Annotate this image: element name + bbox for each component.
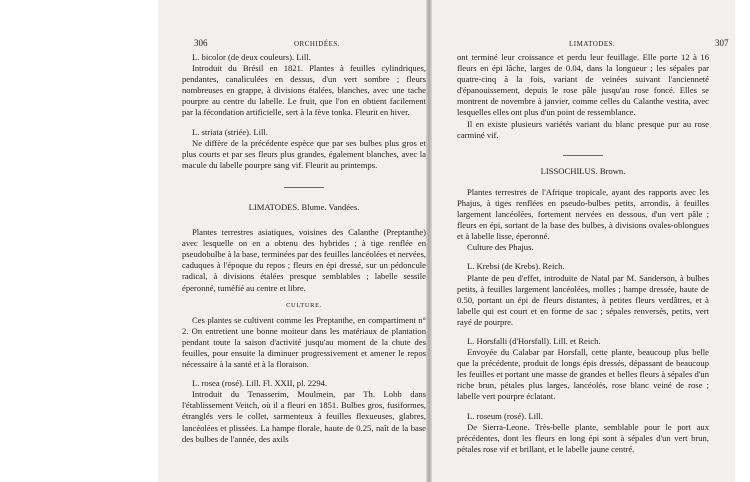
section-divider (563, 155, 603, 156)
entry-body: Plante de peu d'effet, introduite de Natal par M. Sanderson, à bulbes petits, à feuilles largement lancéolées, molles ; hampe dressée, haute de 0.50, portant un épi de fleurs distantes, à petites fleurs verdâtres, et à labelle qui est court et en forme de sac ; sépales renversés, petits, vert rayé de pourpre. (457, 272, 709, 327)
entry-heading: L. Krebsi (de Krebs). Reich. (467, 261, 565, 272)
entry-body: Introduit du Brésil en 1821. Plantes à feuilles cylindriques, pendantes, canaliculées en dessus, d'un vert sombre ; fleurs nombreuses en grappe, à divisions étalées, blanches, avec une tache pourpre au centre du labelle. Le fruit, que l'on en obtient facilement par la fécondation artificielle, sert à la fève tonka. Fleurit en hiver. (182, 63, 426, 118)
entry-heading: L. roseum (rosé). Lill. (467, 410, 543, 421)
right-page-text (457, 52, 709, 455)
page-number: 306 (194, 38, 208, 48)
page-number: 307 (715, 38, 729, 48)
left-page-header (182, 0, 432, 48)
running-title: ORCHIDÉES. (294, 40, 341, 48)
scan-margin (735, 0, 750, 482)
culture-text: Culture des Phajus. (467, 242, 534, 253)
running-title: LIMATODES. (569, 40, 616, 48)
entry-body: De Sierra-Leone. Très-belle plante, semblable pour le port aux précédentes, dont les fleurs en long épi sont à sépales d'un vert brun, pétales rose vif et brillant, et le labelle jaune centré. (457, 421, 709, 454)
continuation-text: ont terminé leur croissance et perdu leur feuillage. Elle porte 12 à 16 fleurs en épi lâche, larges de 0.04, dans la longueur ; les sépales par quatre-cinq à la fois, variant de veinées suivant l'ancienneté d'épanouissement, depuis le rose pâle jusqu'au rose foncé. Elles se montrent de novembre à janvier, comme celles du Calanthe vestita, avec lesquelles elles ont plus d'un point de ressemblance. (457, 52, 709, 118)
right-page-header (457, 0, 735, 48)
right-page (432, 0, 735, 482)
entry-heading: L. bicolor (de deux couleurs). Lill. (192, 52, 311, 62)
continuation-text: Il en existe plusieurs variétés variant du blanc presque pur au rose carminé vif. (457, 118, 709, 140)
genus-heading: LIMATODES. Blume. Vandées. (248, 201, 360, 212)
entry-body: Envoyée du Calabar par Horsfall, cette plante, beaucoup plus belle que la précédente, produit de longs épis dressés, dépassant de beaucoup les feuilles et portant une masse de grandes et belles fleurs à sépales d'un riche brun, pétales plus larges, lancéolés, rose blanc veiné de rose ; labelle vert pourpre éclatant. (457, 347, 709, 402)
species-heading: L. rosea (rosé). Lill. Fl. XXII, pl. 2294. (192, 378, 328, 389)
genus-heading: LISSOCHILUS. Brown. (540, 165, 626, 176)
left-page-text (182, 52, 426, 445)
culture-label: CULTURE. (286, 301, 322, 309)
entry-heading: L. Horsfalli (d'Horsfall). Lill. et Reich. (467, 335, 601, 346)
section-divider (284, 187, 324, 188)
genus-description: Plantes terrestres de l'Afrique tropicale, ayant des rapports avec les Phajus, à tiges renflées en pseudo-bulbes petits, arrondis, à feuilles largement lancéolées, fortement nervées en dessous, d'un vert pâle ; fleurs en épi, sortant de la base des bulbes, à divisions ovales-oblongues et à labelle lisse, éperonné. (457, 186, 709, 242)
entry-body: Ne diffère de la précédente espèce que par ses bulbes plus gros et plus courts et par ses fleurs plus grandes, également blanches, avec la macule du labelle pourpre sang vif. Fleurit au printemps. (182, 137, 426, 170)
book-spread (158, 0, 735, 482)
culture-text: Ces plantes se cultivent comme les Preptanthe, en compartiment n° 2. On entretient une bonne moiteur dans les matériaux de plantation pendant toute la saison d'activité jusqu'au moment de la chute des feuilles, pour ensuite la diminuer progressivement et amener le repos nécessaire à la santé et à la floraison. (182, 314, 426, 370)
scan-margin (0, 0, 158, 482)
species-body: Introduit du Tenasserim, Moulmein, par Th. Lobb dans l'établissement Veitch, où il a fleuri en 1851. Bulbes gros, fusiformes, étranglés vers le collet, sarmenteux à feuilles flexueuses, glabres, lancéolées et plissées. La hampe florale, haute de 0.25, naît de la base des bulbes de l'année, des axils (182, 389, 426, 444)
genus-description: Plantes terrestres asiatiques, voisines des Calanthe (Preptanthe) avec lesquelle on en a obtenu des hybrides ; à tige renflée en pseudobulbe à la base, terminées par des feuilles lancéolées et nervées, caduques à l'époque du repos ; fleurs en épi dressé, sur un pédoncule radical, à divisions étalées presque semblables ; labelle sessile éperonné, tuméfié au centre et libre. (182, 227, 426, 293)
entry-heading: L. striata (striée). Lill. (192, 126, 268, 137)
left-page (158, 0, 432, 482)
